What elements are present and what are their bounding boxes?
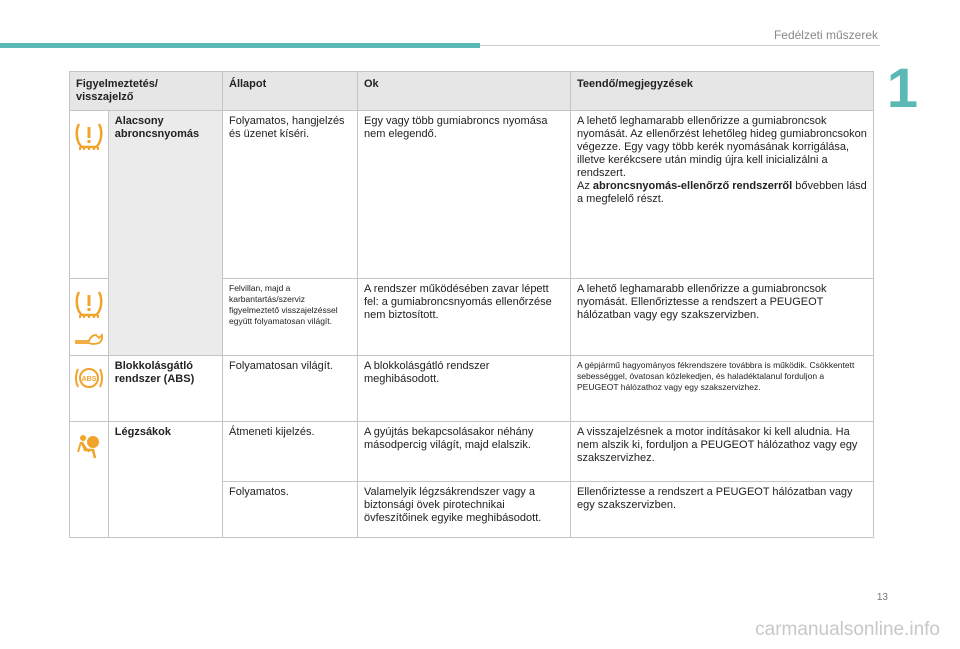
indicator-name-abs: Blokkolásgátló rendszer (ABS): [108, 356, 222, 422]
state-cell: Folyamatosan világít.: [223, 356, 358, 422]
column-header-indicator: Figyelmeztetés/ visszajelző: [70, 72, 223, 111]
indicator-name-airbag: Légzsákok: [108, 422, 222, 538]
indicator-name-tpms: Alacsony abroncsnyomás: [108, 111, 222, 356]
table-header-row: [70, 72, 874, 111]
column-header-action: Teendő/megjegyzések: [571, 72, 874, 111]
action-cell: A lehető leghamarabb ellenőrizze a gumiabroncsok nyomását. Ellenőriztesse a rendszert a PEUGEOT hálózatban vagy egy szakszervizben.: [571, 279, 874, 356]
tpms-icon-cell: [70, 111, 109, 279]
tpms-icon-cell: [70, 279, 109, 356]
action-text-bold: abroncsnyomás-ellenőrző rendszerről: [592, 180, 793, 192]
action-text-prefix: Az: [577, 180, 593, 192]
airbag-icon-cell: [70, 422, 109, 538]
tyre-pressure-warning-icon: [73, 119, 105, 151]
column-header-state: Állapot: [223, 72, 358, 111]
watermark: carmanualsonline.info: [755, 619, 940, 640]
action-cell: [571, 111, 874, 279]
top-accent-bar: [0, 43, 480, 48]
action-cell: A visszajelzésnek a motor indításakor ki kell aludnia. Ha nem alszik ki, forduljon a PEUGEOT hálózathoz vagy egy szakszervizhez.: [571, 422, 874, 482]
top-divider: [480, 45, 880, 46]
action-cell: A gépjármű hagyományos fékrendszere továbbra is működik. Csökkentett sebességgel, óvatosan közlekedjen, és haladéktalanul forduljon a PEUGEOT hálózathoz vagy egy szakszervizhez.: [571, 356, 874, 422]
cause-cell: Valamelyik légzsákrendszer vagy a biztonsági övek pirotechnikai övfeszítőinek egyike meghibásodott.: [358, 482, 571, 538]
page-number: 13: [876, 592, 888, 603]
state-cell: Átmeneti kijelzés.: [223, 422, 358, 482]
table-row: [70, 422, 874, 482]
cause-cell: A rendszer működésében zavar lépett fel: a gumiabroncsnyomás ellenőrzése nem biztosított.: [358, 279, 571, 356]
svg-text:ABS: ABS: [81, 376, 97, 383]
state-cell: Folyamatos, hangjelzés és üzenet kíséri.: [223, 111, 358, 279]
abs-icon-cell: [70, 356, 109, 422]
cause-cell: A blokkolásgátló rendszer meghibásodott.: [358, 356, 571, 422]
state-cell: Folyamatos.: [223, 482, 358, 538]
column-header-cause: Ok: [358, 72, 571, 111]
abs-warning-icon: [73, 364, 105, 392]
state-cell: Felvillan, majd a karbantartás/szerviz figyelmeztető visszajelzéssel együtt folyamatosan világít.: [223, 279, 358, 356]
airbag-warning-icon: [73, 430, 105, 462]
chapter-number: 1: [886, 56, 918, 119]
action-cell: Ellenőriztesse a rendszert a PEUGEOT hálózatban vagy egy szakszervizben.: [571, 482, 874, 538]
table-row: [70, 356, 874, 422]
table-row: [70, 111, 874, 279]
action-text: A lehető leghamarabb ellenőrizze a gumiabroncsok nyomását. Az ellenőrzést lehetőleg hideg gumiabroncsokon végezze. Egy vagy több kerék nyomásának korrigálása, illetve kerékcsere után mindig újra kell inicializálni a rendszert.: [577, 115, 867, 179]
cause-cell: A gyújtás bekapcsolásakor néhány másodpercig világít, majd elalszik.: [358, 422, 571, 482]
action-text-suffix: bővebben lásd a megfelelő részt.: [577, 180, 867, 205]
tyre-pressure-warning-icon: [73, 287, 105, 319]
section-title: Fedélzeti műszerek: [773, 28, 878, 42]
wrench-icon: [73, 327, 105, 347]
cause-cell: Egy vagy több gumiabroncs nyomása nem elegendő.: [358, 111, 571, 279]
warning-lights-table: [69, 71, 874, 538]
